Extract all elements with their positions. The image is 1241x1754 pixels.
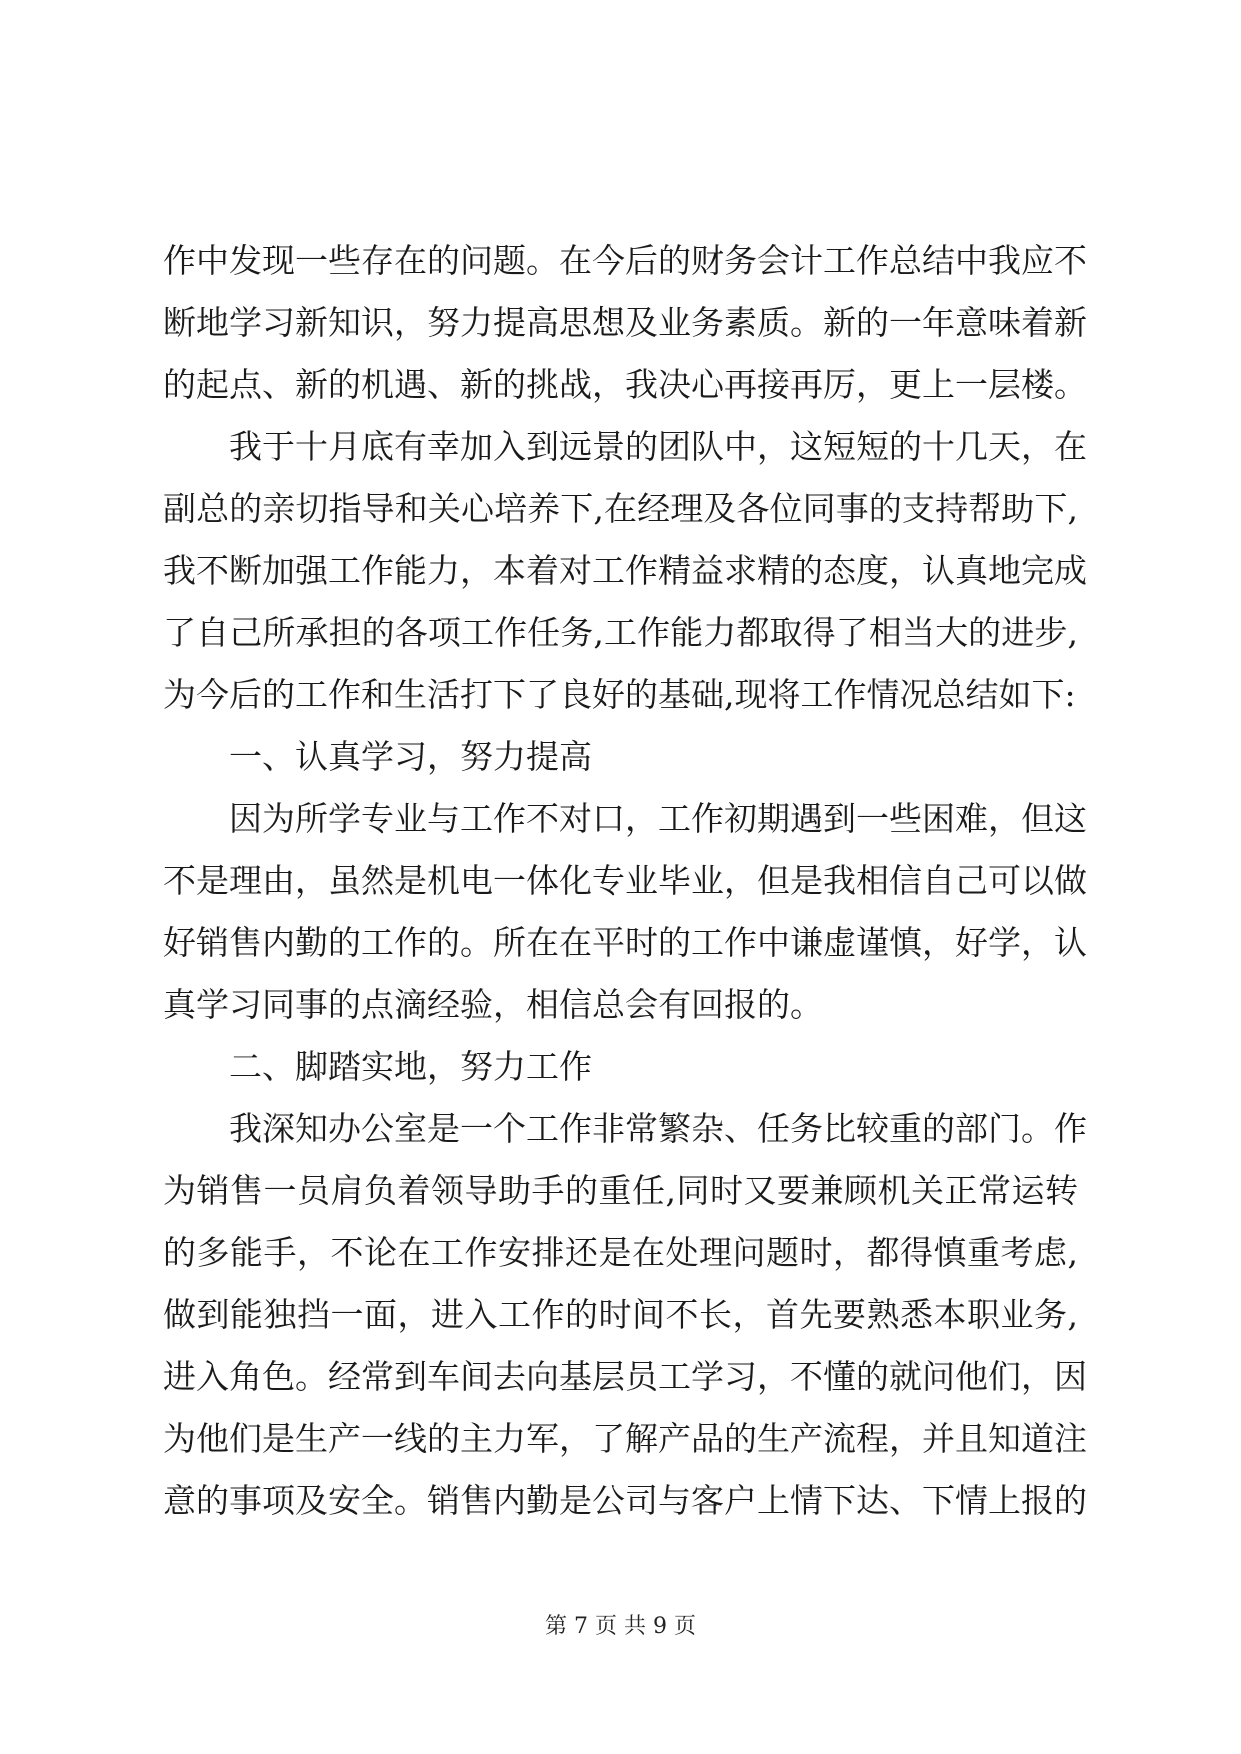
text-line: 副总的亲切指导和关心培养下,在经理及各位同事的支持帮助下, [163,489,1078,528]
text-line: 好销售内勤的工作的。所在在平时的工作中谦虚谨慎，好学，认 [163,923,1087,962]
text-line: 一、认真学习，努力提高 [229,737,592,776]
text-line: 了自己所承担的各项工作任务,工作能力都取得了相当大的进步, [163,613,1078,652]
text-line: 我不断加强工作能力，本着对工作精益求精的态度，认真地完成 [163,551,1087,590]
text-line: 断地学习新知识，努力提高思想及业务素质。新的一年意味着新 [163,303,1087,342]
text-line: 我于十月底有幸加入到远景的团队中，这短短的十几天，在 [229,427,1087,466]
page-footer: 第 7 页 共 9 页 [545,1614,696,1639]
text-line: 我深知办公室是一个工作非常繁杂、任务比较重的部门。作 [229,1109,1087,1148]
text-line: 做到能独挡一面，进入工作的时间不长，首先要熟悉本职业务, [163,1295,1078,1334]
text-line: 为他们是生产一线的主力军，了解产品的生产流程，并且知道注 [163,1419,1087,1458]
document-body [163,230,1087,1532]
text-line: 意的事项及安全。销售内勤是公司与客户上情下达、下情上报的 [163,1481,1087,1520]
text-line: 不是理由，虽然是机电一体化专业毕业，但是我相信自己可以做 [163,861,1087,900]
text-line: 作中发现一些存在的问题。在今后的财务会计工作总结中我应不 [163,241,1087,280]
text-line: 的多能手，不论在工作安排还是在处理问题时，都得慎重考虑, [163,1233,1078,1272]
text-line: 因为所学专业与工作不对口，工作初期遇到一些困难，但这 [229,799,1087,838]
text-line: 二、脚踏实地，努力工作 [229,1047,592,1086]
text-line: 为销售一员肩负着领导助手的重任,同时又要兼顾机关正常运转 [163,1171,1078,1210]
text-line: 真学习同事的点滴经验，相信总会有回报的。 [163,985,823,1024]
text-line: 进入角色。经常到车间去向基层员工学习，不懂的就问他们，因 [163,1357,1087,1396]
text-line: 为今后的工作和生活打下了良好的基础,现将工作情况总结如下: [163,675,1076,714]
text-line: 的起点、新的机遇、新的挑战，我决心再接再厉，更上一层楼。 [163,365,1087,404]
